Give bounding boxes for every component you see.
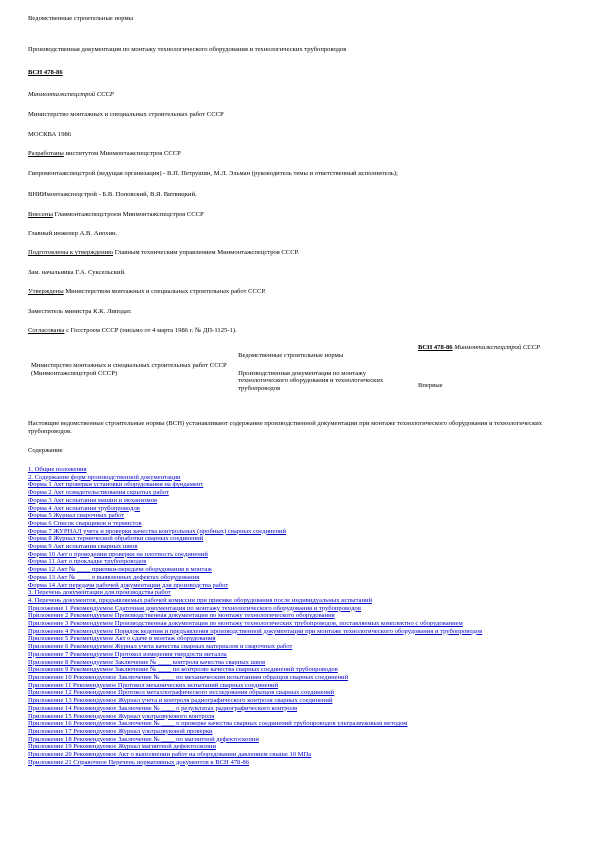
chief-engineer-line: Главный инженер А.В. Анохин. <box>28 230 118 237</box>
table-of-contents <box>28 466 573 766</box>
toc-item <box>28 505 573 513</box>
toc-item <box>28 643 573 651</box>
table-code-cell <box>415 342 573 394</box>
toc-link[interactable]: Приложение 1 Рекомендуемое Сдаточная документация по монтажу технологического оборудования и трубопроводов <box>28 604 361 612</box>
toc-item <box>28 558 573 566</box>
toc-item <box>28 682 573 690</box>
toc-link[interactable]: Приложение 19 Рекомендуемое Журнал магнитной дефектоскопии <box>28 743 217 751</box>
deputy-minister-line: Заместитель министра К.К. Липодат. <box>28 308 132 315</box>
toc-link[interactable]: Приложение 15 Рекомендуемое Журнал ультразвукового контроля <box>28 712 215 720</box>
toc-link[interactable]: 4. Перечень документов, предъявляемых рабочей комиссии при приемке оборудования после индивидуальных испытаний <box>28 596 373 604</box>
toc-link[interactable]: 3. Перечень документации для производства работ <box>28 589 171 597</box>
toc-link[interactable]: Форма 5 Журнал сварочных работ <box>28 512 125 520</box>
toc-item <box>28 520 573 528</box>
toc-item <box>28 589 573 597</box>
toc-item <box>28 528 573 536</box>
toc-item <box>28 512 573 520</box>
toc-item <box>28 697 573 705</box>
toc-item <box>28 751 573 759</box>
toc-link[interactable]: Форма 6 Список сварщиков и термистов <box>28 519 142 527</box>
approved-line: Утверждены Министерством монтажных и специальных строительных работ СССР. <box>28 288 266 295</box>
toc-link[interactable]: Приложение 16 Рекомендуемое Заключение № ____ о проверке качества сварных соединений трубопроводов ультразвуковым методом <box>28 720 408 728</box>
toc-item <box>28 605 573 613</box>
toc-link[interactable]: Форма 2 Акт освидетельствования скрытых работ <box>28 489 169 497</box>
toc-item <box>28 597 573 605</box>
toc-item <box>28 713 573 721</box>
toc-link[interactable]: Приложение 6 Рекомендуемое Журнал учета качества сварных материалов и сварочных работ <box>28 643 293 651</box>
ministry-full: Министерство монтажных и специальных строительных работ СССР <box>28 111 224 118</box>
table-first-issue: Впервые <box>417 381 443 389</box>
toc-link[interactable]: Форма 3 Акт испытания машин и механизмов <box>28 496 158 504</box>
toc-link[interactable]: Приложение 21 Справочное Перечень нормативных документов к ВСН 478-86 <box>28 758 250 766</box>
ministry-short: Минмонтажспецстрой СССР <box>28 91 114 98</box>
toc-item <box>28 535 573 543</box>
toc-item <box>28 566 573 574</box>
city-year: МОСКВА 1986 <box>28 131 72 138</box>
intro-paragraph: Настоящие ведомственные строительные нормы (ВСН) устанавливают содержание производственной документации при монтаже технологического оборудования и технологических трубопроводов. <box>28 420 543 435</box>
toc-link[interactable]: Приложение 9 Рекомендуемое Заключение № ____ по контролю качества сварных соединений трубопроводов <box>28 666 338 674</box>
toc-link[interactable]: Форма 4 Акт испытания трубопроводов <box>28 504 140 512</box>
toc-item <box>28 620 573 628</box>
toc-link[interactable]: Приложение 13 Рекомендуемое Журнал учета и контроля радиографического контроля сварных соединений <box>28 697 333 705</box>
toc-link[interactable]: Форма 12 Акт № ____ приемки-передачи оборудования в монтаж <box>28 566 212 574</box>
toc-link[interactable]: Форма 7 ЖУРНАЛ учета и проверки качества контрольных (пробных) сварных соединений <box>28 527 287 535</box>
toc-item <box>28 474 573 482</box>
vnii-line: ВНИИмонтажспецстрой - Б.В. Поповский, В.Я. Витвицкий. <box>28 191 197 198</box>
toc-item <box>28 743 573 751</box>
prepared-line: Подготовлены к утверждению Главным техническим управлением Минмонтажспецстроя СССР. <box>28 249 300 256</box>
toc-link[interactable]: Приложение 11 Рекомендуемое Протокол механических испытаний сварных соединений <box>28 681 279 689</box>
table-ministry-cell: Министерство монтажных и специальных строительных работ СССР (Минмонтажспецстрой СССР) <box>31 362 227 377</box>
institute-line: Гипромонтажспецстрой (ведущая организация) - В.П. Петрушин, М.Л. Эльман (руководитель темы и ответственный исполнитель); <box>28 170 398 177</box>
toc-item <box>28 736 573 744</box>
toc-link[interactable]: Форма 11 Акт о прокладке трубопроводов <box>28 558 147 566</box>
toc-item <box>28 651 573 659</box>
toc-link[interactable]: Форма 9 Акт испытания сварных швов <box>28 543 138 551</box>
toc-item <box>28 666 573 674</box>
toc-link[interactable]: Приложение 12 Рекомендуемое Протокол металлографического исследования образцов сварных соединений <box>28 689 335 697</box>
toc-link[interactable]: Приложение 5 Рекомендуемое Акт о сдаче в монтаж оборудования <box>28 635 216 643</box>
table-norms-label: Ведомственные строительные нормы <box>238 352 344 359</box>
toc-item <box>28 674 573 682</box>
toc-link[interactable]: Приложение 8 Рекомендуемое Заключение № ____ контроля качества сварных швов <box>28 658 266 666</box>
toc-link[interactable]: 1. Общие положения <box>28 466 87 473</box>
table-code: ВСН 478-86 Минмонтажспецстрой СССР <box>417 344 541 351</box>
toc-item <box>28 551 573 559</box>
toc-item <box>28 689 573 697</box>
toc-item <box>28 612 573 620</box>
toc-item <box>28 720 573 728</box>
toc-item <box>28 635 573 643</box>
toc-link[interactable]: Приложение 14 Рекомендуемое Заключение № ____ о результатах радиографического контроля <box>28 704 298 712</box>
toc-item <box>28 705 573 713</box>
toc-link[interactable]: Приложение 10 Рекомендуемое Заключение № ____ по механическим испытаниям образцов сварных соединений <box>28 673 349 681</box>
toc-link[interactable]: Приложение 2 Рекомендуемое Производственная документация по монтажу технологического оборудования <box>28 612 335 620</box>
agreed-line: Согласованы с Госстроем СССР (письмо от 4 марта 1986 г. № ДП-1125-1). <box>28 327 237 334</box>
toc-item <box>28 759 573 767</box>
toc-link[interactable]: Форма 14 Акт передачи рабочей документации для производства работ <box>28 581 229 589</box>
toc-item <box>28 543 573 551</box>
toc-link[interactable]: 2. Содержание форм производственной документации <box>28 473 181 481</box>
toc-link[interactable]: Приложение 4 Рекомендуемое Порядок ведения и предъявления производственной документации при монтаже технологического оборудования и трубопроводов <box>28 627 483 635</box>
title-table <box>28 342 573 394</box>
toc-link[interactable]: Приложение 20 Рекомендуемое Акт о выполнении работ на оборудовании давлением свыше 10 МПа <box>28 751 312 759</box>
doc-code: ВСН 478-86 <box>28 69 63 76</box>
toc-item <box>28 466 573 474</box>
toc-link[interactable]: Приложение 18 Рекомендуемое Заключение № ____ по магнитной дефектоскопии <box>28 735 259 743</box>
toc-item <box>28 574 573 582</box>
developed-line: Разработаны институтом Минмонтажспецстроя СССР <box>28 150 181 157</box>
doc-category: Ведомственные строительные нормы <box>28 15 134 22</box>
toc-item <box>28 659 573 667</box>
toc-title: Содержание <box>28 447 63 454</box>
deputy-head-line: Зам. начальника Г.А. Суксельский. <box>28 269 126 276</box>
toc-link[interactable]: Форма 13 Акт № ____ о выявленных дефектах оборудования <box>28 573 200 581</box>
toc-item <box>28 582 573 590</box>
toc-item <box>28 628 573 636</box>
toc-link[interactable]: Форма 1 Акт проверки установки оборудования на фундамент <box>28 481 204 489</box>
toc-link[interactable]: Форма 10 Акт о проведении проверки на плотность соединений <box>28 550 208 558</box>
toc-item <box>28 728 573 736</box>
toc-item <box>28 489 573 497</box>
introduced-line: Внесены Главмонтажспецстроем Минмонтажспецстроя СССР <box>28 211 204 218</box>
toc-link[interactable]: Форма 8 Журнал термической обработки сварных соединений <box>28 535 204 543</box>
toc-item <box>28 497 573 505</box>
toc-link[interactable]: Приложение 17 Рекомендуемое Журнал ультразвуковой проверки <box>28 727 213 735</box>
toc-item <box>28 481 573 489</box>
toc-link[interactable]: Приложение 7 Рекомендуемое Протокол измерения твердости металла <box>28 650 227 658</box>
table-doc-title: Производственная документация по монтажу технологического оборудования и технологических трубопроводов <box>238 369 384 392</box>
toc-link[interactable]: Приложение 3 Рекомендуемое Производственная документация по монтажу технологических трубопроводов, поставляемых комплектно с оборудованием <box>28 620 463 628</box>
table-title-cell <box>235 342 415 394</box>
doc-title: Производственная документация по монтажу технологического оборудования и технологических трубопроводов <box>28 46 347 53</box>
